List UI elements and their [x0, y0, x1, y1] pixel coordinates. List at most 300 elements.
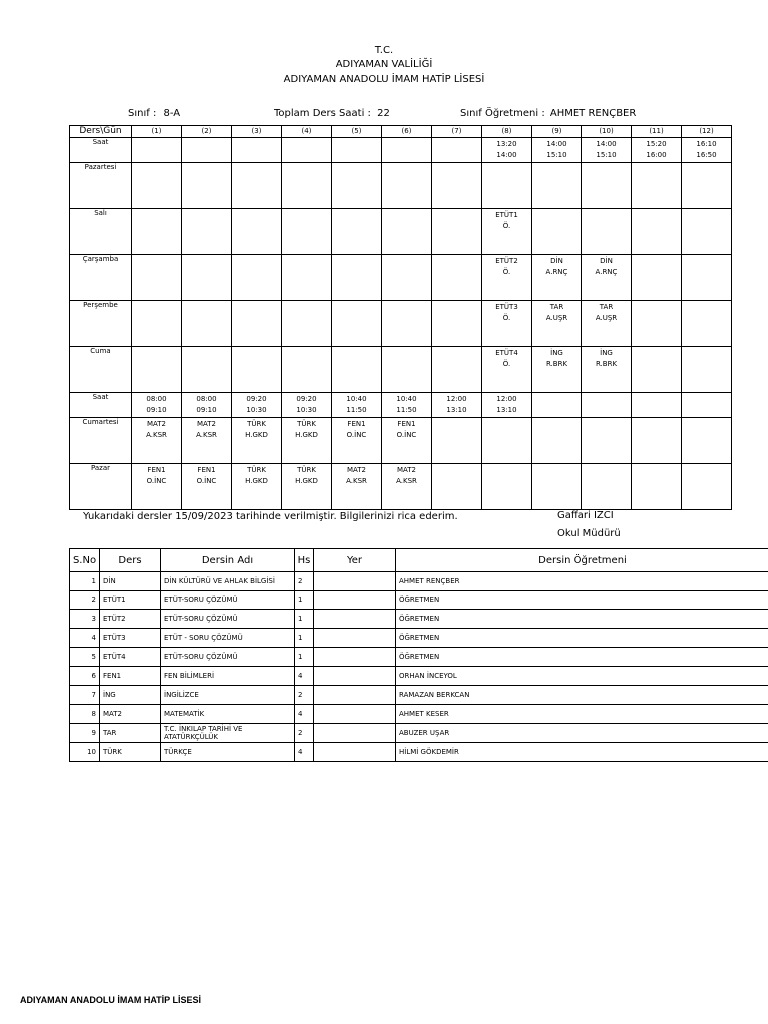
table-cell: 6 — [70, 667, 100, 686]
table-row — [70, 629, 768, 648]
lesson-cell — [582, 464, 632, 510]
table-cell: 4 — [295, 743, 314, 762]
lesson-cell — [332, 301, 382, 347]
time-cell — [432, 393, 482, 418]
lesson-cell-line1: TAR — [599, 302, 614, 311]
time-cell — [532, 393, 582, 418]
table-cell — [314, 629, 396, 648]
lesson-cell — [482, 255, 532, 301]
table-cell: 2 — [70, 591, 100, 610]
time-cell-line1: 16:10 — [696, 140, 717, 148]
column-header: S.No — [70, 549, 100, 572]
table-cell: 4 — [295, 667, 314, 686]
table-cell — [314, 648, 396, 667]
lesson-cell — [632, 255, 682, 301]
lesson-cell — [332, 418, 382, 464]
table-cell: 1 — [295, 591, 314, 610]
lesson-cell-line2: H.GKD — [245, 430, 268, 439]
table-cell: İNGİLİZCE — [161, 686, 295, 705]
period-number: (11) — [649, 127, 664, 135]
lesson-cell — [432, 163, 482, 209]
lesson-cell — [282, 301, 332, 347]
table-cell: 9 — [70, 724, 100, 743]
table-cell: İNG — [100, 686, 161, 705]
time-cell-line1: 08:00 — [196, 395, 217, 403]
lesson-cell — [382, 163, 432, 209]
lesson-cell — [382, 347, 432, 393]
day-name: Pazar — [90, 464, 111, 472]
table-cell: FEN BİLİMLERİ — [161, 667, 295, 686]
lesson-cell — [582, 255, 632, 301]
lesson-cell-line1: TAR — [549, 302, 564, 311]
teacher-value: AHMET RENÇBER — [549, 108, 637, 119]
table-row — [70, 610, 768, 629]
lesson-cell — [332, 255, 382, 301]
time-cell-line2: 15:10 — [596, 151, 617, 159]
time-cell — [432, 138, 482, 163]
lesson-cell — [482, 418, 532, 464]
day-name: Cuma — [90, 347, 111, 355]
time-cell — [382, 393, 432, 418]
table-cell: 8 — [70, 705, 100, 724]
lesson-cell-line1: DİN — [600, 256, 613, 265]
total-label: Toplam Ders Saati : — [274, 108, 371, 119]
period-header — [282, 126, 332, 138]
day-name: Perşembe — [83, 301, 118, 309]
time-cell — [182, 393, 232, 418]
table-cell: ABUZER UŞAR — [396, 724, 768, 743]
lesson-cell — [632, 209, 682, 255]
table-row — [70, 648, 768, 667]
table-cell: ÖĞRETMEN — [396, 610, 768, 629]
table-cell: ÖĞRETMEN — [396, 629, 768, 648]
total-hours — [274, 108, 390, 119]
period-header — [332, 126, 382, 138]
time-cell-line2: 09:10 — [146, 406, 167, 414]
lesson-cell — [532, 255, 582, 301]
period-number: (10) — [599, 127, 614, 135]
column-header: Ders — [100, 549, 161, 572]
table-cell: ÖĞRETMEN — [396, 648, 768, 667]
lesson-cell-line1: TÜRK — [247, 465, 266, 474]
lesson-cell — [282, 209, 332, 255]
corner-label: Ders\Gün — [79, 126, 122, 136]
table-cell: ÖĞRETMEN — [396, 591, 768, 610]
lesson-cell — [332, 347, 382, 393]
day-name-cell — [70, 464, 132, 510]
table-cell — [314, 572, 396, 591]
saat-label: Saat — [92, 138, 109, 146]
table-cell: 1 — [295, 629, 314, 648]
lesson-cell-line2: A.RNÇ — [595, 267, 618, 276]
lesson-cell — [582, 347, 632, 393]
day-name: Cumartesi — [82, 418, 119, 426]
column-header: Dersin Öğretmeni — [396, 549, 768, 572]
time-cell — [682, 393, 732, 418]
lesson-cell-line1: MAT2 — [196, 419, 216, 428]
lesson-cell — [582, 163, 632, 209]
table-cell — [314, 686, 396, 705]
lesson-cell — [132, 347, 182, 393]
day-name: Salı — [94, 209, 107, 217]
lesson-cell-line1: FEN1 — [397, 419, 416, 428]
lesson-cell — [282, 163, 332, 209]
lesson-cell-line2: H.GKD — [295, 476, 318, 485]
corner-cell — [70, 126, 132, 138]
day-name-cell — [70, 163, 132, 209]
table-cell: TAR — [100, 724, 161, 743]
time-cell-line1: 13:20 — [496, 140, 517, 148]
weekly-schedule-table — [69, 125, 732, 510]
period-header — [682, 126, 732, 138]
column-header: Dersin Adı — [161, 549, 295, 572]
lesson-cell — [382, 209, 432, 255]
lesson-cell-line2: R.BRK — [595, 359, 618, 368]
lesson-cell — [182, 418, 232, 464]
lesson-cell-line2: A.UŞR — [595, 313, 618, 322]
table-cell: 3 — [70, 610, 100, 629]
time-cell-line1: 15:20 — [646, 140, 667, 148]
lesson-cell-line1: DİN — [550, 256, 563, 265]
lesson-cell — [182, 255, 232, 301]
lesson-cell — [532, 163, 582, 209]
lesson-cell-line1: TÜRK — [297, 419, 316, 428]
lesson-cell — [182, 301, 232, 347]
table-cell: TÜRKÇE — [161, 743, 295, 762]
table-row — [70, 724, 768, 743]
day-name: Pazartesi — [84, 163, 117, 171]
time-cell — [332, 393, 382, 418]
principal-title: Okul Müdürü — [557, 528, 621, 539]
time-cell-line1: 14:00 — [596, 140, 617, 148]
time-cell — [582, 138, 632, 163]
period-number: (4) — [301, 127, 312, 135]
time-cell — [532, 138, 582, 163]
lesson-cell — [682, 163, 732, 209]
lesson-cell-line2: A.KSR — [346, 476, 367, 485]
day-name: Çarşamba — [82, 255, 119, 263]
lesson-cell — [432, 464, 482, 510]
lesson-cell-line1: İNG — [600, 348, 613, 357]
period-number: (1) — [151, 127, 162, 135]
table-cell: AHMET KESER — [396, 705, 768, 724]
time-cell-line1: 08:00 — [146, 395, 167, 403]
lesson-cell — [482, 347, 532, 393]
lesson-cell — [232, 301, 282, 347]
table-cell: 1 — [70, 572, 100, 591]
day-name-cell — [70, 255, 132, 301]
time-cell-line2: 15:10 — [546, 151, 567, 159]
time-cell-line1: 09:20 — [296, 395, 317, 403]
lesson-cell — [232, 255, 282, 301]
saat-label-cell — [70, 393, 132, 418]
principal-name: Gaffari İZCİ — [557, 510, 614, 521]
column-header: Hs — [295, 549, 314, 572]
period-header — [582, 126, 632, 138]
class-value: 8-A — [163, 108, 181, 119]
period-header — [532, 126, 582, 138]
time-cell — [632, 393, 682, 418]
time-cell-line1: 10:40 — [346, 395, 367, 403]
lesson-cell-line2: Ö. — [502, 359, 511, 368]
table-cell: AHMET RENÇBER — [396, 572, 768, 591]
lesson-cell-line1: MAT2 — [396, 465, 416, 474]
period-header — [232, 126, 282, 138]
time-cell — [232, 393, 282, 418]
lesson-cell — [432, 209, 482, 255]
lesson-cell — [482, 301, 532, 347]
lesson-cell-line1: TÜRK — [297, 465, 316, 474]
lesson-cell — [632, 301, 682, 347]
table-cell: ETÜT - SORU ÇÖZÜMÜ — [161, 629, 295, 648]
period-header — [482, 126, 532, 138]
issue-note: Yukarıdaki dersler 15/09/2023 tarihinde verilmiştir. Bilgilerinizi rica ederim. — [83, 511, 458, 522]
lesson-cell — [632, 347, 682, 393]
lesson-cell — [632, 163, 682, 209]
lesson-cell-line1: İNG — [550, 348, 563, 357]
lesson-cell — [382, 255, 432, 301]
period-header — [182, 126, 232, 138]
lesson-cell — [532, 464, 582, 510]
lesson-cell — [132, 255, 182, 301]
saat-label-cell — [70, 138, 132, 163]
time-cell-line2: 11:50 — [346, 406, 367, 414]
lesson-cell-line2: A.UŞR — [545, 313, 568, 322]
table-cell: MATEMATİK — [161, 705, 295, 724]
time-cell-line1: 12:00 — [496, 395, 517, 403]
table-row — [70, 705, 768, 724]
lesson-cell — [132, 418, 182, 464]
header-line-1: T.C. — [374, 45, 394, 56]
lesson-cell — [132, 163, 182, 209]
period-number: (2) — [201, 127, 212, 135]
table-cell — [314, 591, 396, 610]
table-cell: ETÜT3 — [100, 629, 161, 648]
table-cell: 1 — [295, 610, 314, 629]
lesson-cell — [532, 301, 582, 347]
lesson-cell — [232, 347, 282, 393]
lesson-cell — [482, 464, 532, 510]
time-cell-line2: 16:00 — [646, 151, 667, 159]
table-cell: FEN1 — [100, 667, 161, 686]
time-cell — [682, 138, 732, 163]
table-cell: 4 — [70, 629, 100, 648]
table-cell: DİN — [100, 572, 161, 591]
lesson-cell — [282, 347, 332, 393]
time-cell — [632, 138, 682, 163]
time-cell-line2: 13:10 — [496, 406, 517, 414]
table-cell: 2 — [295, 686, 314, 705]
lesson-cell — [632, 464, 682, 510]
lesson-cell — [382, 464, 432, 510]
lesson-cell-line2: R.BRK — [545, 359, 568, 368]
period-header — [432, 126, 482, 138]
lesson-cell — [482, 163, 532, 209]
time-cell — [132, 138, 182, 163]
time-cell-line1: 14:00 — [546, 140, 567, 148]
header-line-2: ADIYAMAN VALİLİĞİ — [335, 59, 433, 70]
saat-label: Saat — [92, 393, 109, 401]
lesson-cell-line1: ETÜT4 — [495, 348, 518, 357]
table-cell — [314, 610, 396, 629]
time-cell — [332, 138, 382, 163]
lesson-cell — [682, 255, 732, 301]
teacher-label: Sınıf Öğretmeni : — [460, 108, 545, 119]
table-cell — [314, 705, 396, 724]
table-cell: ETÜT4 — [100, 648, 161, 667]
lesson-cell-line2: O.İNC — [146, 476, 167, 485]
total-value: 22 — [377, 108, 390, 119]
table-cell: ORHAN İNCEYOL — [396, 667, 768, 686]
lesson-cell — [232, 163, 282, 209]
table-cell: MAT2 — [100, 705, 161, 724]
lesson-cell-line2: O.İNC — [346, 430, 367, 439]
period-number: (5) — [351, 127, 362, 135]
time-cell — [382, 138, 432, 163]
lesson-cell-line1: MAT2 — [146, 419, 166, 428]
lesson-cell — [682, 464, 732, 510]
lesson-cell — [232, 464, 282, 510]
time-cell — [132, 393, 182, 418]
lesson-cell — [382, 418, 432, 464]
day-name-cell — [70, 347, 132, 393]
lesson-cell-line2: O.İNC — [196, 476, 217, 485]
table-cell: 2 — [295, 724, 314, 743]
lesson-cell-line1: ETÜT1 — [495, 210, 518, 219]
period-number: (12) — [699, 127, 714, 135]
lesson-cell — [482, 209, 532, 255]
table-cell — [314, 743, 396, 762]
table-cell: ETÜT-SORU ÇÖZÜMÜ — [161, 610, 295, 629]
table-cell: ETÜT-SORU ÇÖZÜMÜ — [161, 648, 295, 667]
lesson-cell — [432, 347, 482, 393]
lesson-cell — [432, 255, 482, 301]
class-teacher — [460, 108, 636, 119]
lesson-cell-line1: TÜRK — [247, 419, 266, 428]
time-cell-line2: 10:30 — [296, 406, 317, 414]
time-cell — [282, 138, 332, 163]
day-name-cell — [70, 209, 132, 255]
lesson-cell — [432, 418, 482, 464]
table-cell: HİLMİ GÖKDEMİR — [396, 743, 768, 762]
lesson-cell-line2: H.GKD — [295, 430, 318, 439]
lesson-cell — [282, 418, 332, 464]
time-cell — [282, 393, 332, 418]
lesson-cell — [532, 418, 582, 464]
table-cell: 1 — [295, 648, 314, 667]
lesson-cell — [132, 209, 182, 255]
lesson-cell — [232, 209, 282, 255]
lesson-cell — [332, 163, 382, 209]
table-row — [70, 591, 768, 610]
header-line-3: ADIYAMAN ANADOLU İMAM HATİP LİSESİ — [283, 74, 485, 85]
day-name-cell — [70, 418, 132, 464]
lesson-cell — [182, 464, 232, 510]
time-cell — [182, 138, 232, 163]
lesson-cell — [182, 209, 232, 255]
lesson-cell-line2: Ö. — [502, 221, 511, 230]
lesson-cell — [182, 347, 232, 393]
lesson-cell — [682, 418, 732, 464]
period-header — [132, 126, 182, 138]
time-cell-line1: 12:00 — [446, 395, 467, 403]
column-header: Yer — [314, 549, 396, 572]
class-label: Sınıf : — [128, 108, 157, 119]
table-cell: TÜRK — [100, 743, 161, 762]
time-cell-line1: 10:40 — [396, 395, 417, 403]
table-cell: ETÜT1 — [100, 591, 161, 610]
table-cell: 7 — [70, 686, 100, 705]
time-cell-line1: 09:20 — [246, 395, 267, 403]
time-cell — [582, 393, 632, 418]
period-header — [632, 126, 682, 138]
time-cell-line2: 14:00 — [496, 151, 517, 159]
lesson-cell — [282, 464, 332, 510]
time-cell-line2: 16:50 — [696, 151, 717, 159]
day-name-cell — [70, 301, 132, 347]
lesson-cell — [682, 347, 732, 393]
lesson-cell — [182, 163, 232, 209]
period-number: (7) — [451, 127, 462, 135]
table-cell: 5 — [70, 648, 100, 667]
time-cell-line2: 10:30 — [246, 406, 267, 414]
table-cell: DİN KÜLTÜRÜ VE AHLAK BİLGİSİ — [161, 572, 295, 591]
time-cell — [232, 138, 282, 163]
footer-school-name: ADIYAMAN ANADOLU İMAM HATİP LİSESİ — [20, 995, 202, 1005]
period-number: (9) — [551, 127, 562, 135]
period-header — [382, 126, 432, 138]
lesson-cell — [532, 347, 582, 393]
lesson-cell-line1: FEN1 — [147, 465, 166, 474]
lesson-cell-line1: ETÜT3 — [495, 302, 518, 311]
time-cell-line2: 09:10 — [196, 406, 217, 414]
course-list-table — [69, 548, 768, 762]
lesson-cell — [282, 255, 332, 301]
table-cell: RAMAZAN BERKCAN — [396, 686, 768, 705]
lesson-cell — [582, 209, 632, 255]
lesson-cell — [582, 418, 632, 464]
period-number: (3) — [251, 127, 262, 135]
lesson-cell — [332, 209, 382, 255]
lesson-cell-line1: FEN1 — [347, 419, 366, 428]
class-info — [128, 108, 180, 119]
lesson-cell-line2: H.GKD — [245, 476, 268, 485]
lesson-cell — [632, 418, 682, 464]
lesson-cell-line2: A.KSR — [196, 430, 217, 439]
lesson-cell — [132, 464, 182, 510]
lesson-cell — [582, 301, 632, 347]
period-number: (8) — [501, 127, 512, 135]
time-cell-line2: 13:10 — [446, 406, 467, 414]
table-cell: 4 — [295, 705, 314, 724]
lesson-cell-line1: MAT2 — [346, 465, 366, 474]
time-cell — [482, 393, 532, 418]
table-cell — [314, 724, 396, 743]
lesson-cell-line2: O.İNC — [396, 430, 417, 439]
table-row — [70, 743, 768, 762]
table-cell — [314, 667, 396, 686]
lesson-cell-line2: Ö. — [502, 313, 511, 322]
lesson-cell-line2: A.KSR — [396, 476, 417, 485]
lesson-cell — [532, 209, 582, 255]
period-number: (6) — [401, 127, 412, 135]
table-cell: T.C. İNKILAP TARİHİ VE ATATÜRKÇÜLÜK — [161, 724, 295, 743]
lesson-cell-line1: ETÜT2 — [495, 256, 518, 265]
lesson-cell — [382, 301, 432, 347]
lesson-cell — [682, 209, 732, 255]
table-cell: ETÜT-SORU ÇÖZÜMÜ — [161, 591, 295, 610]
table-row — [70, 686, 768, 705]
